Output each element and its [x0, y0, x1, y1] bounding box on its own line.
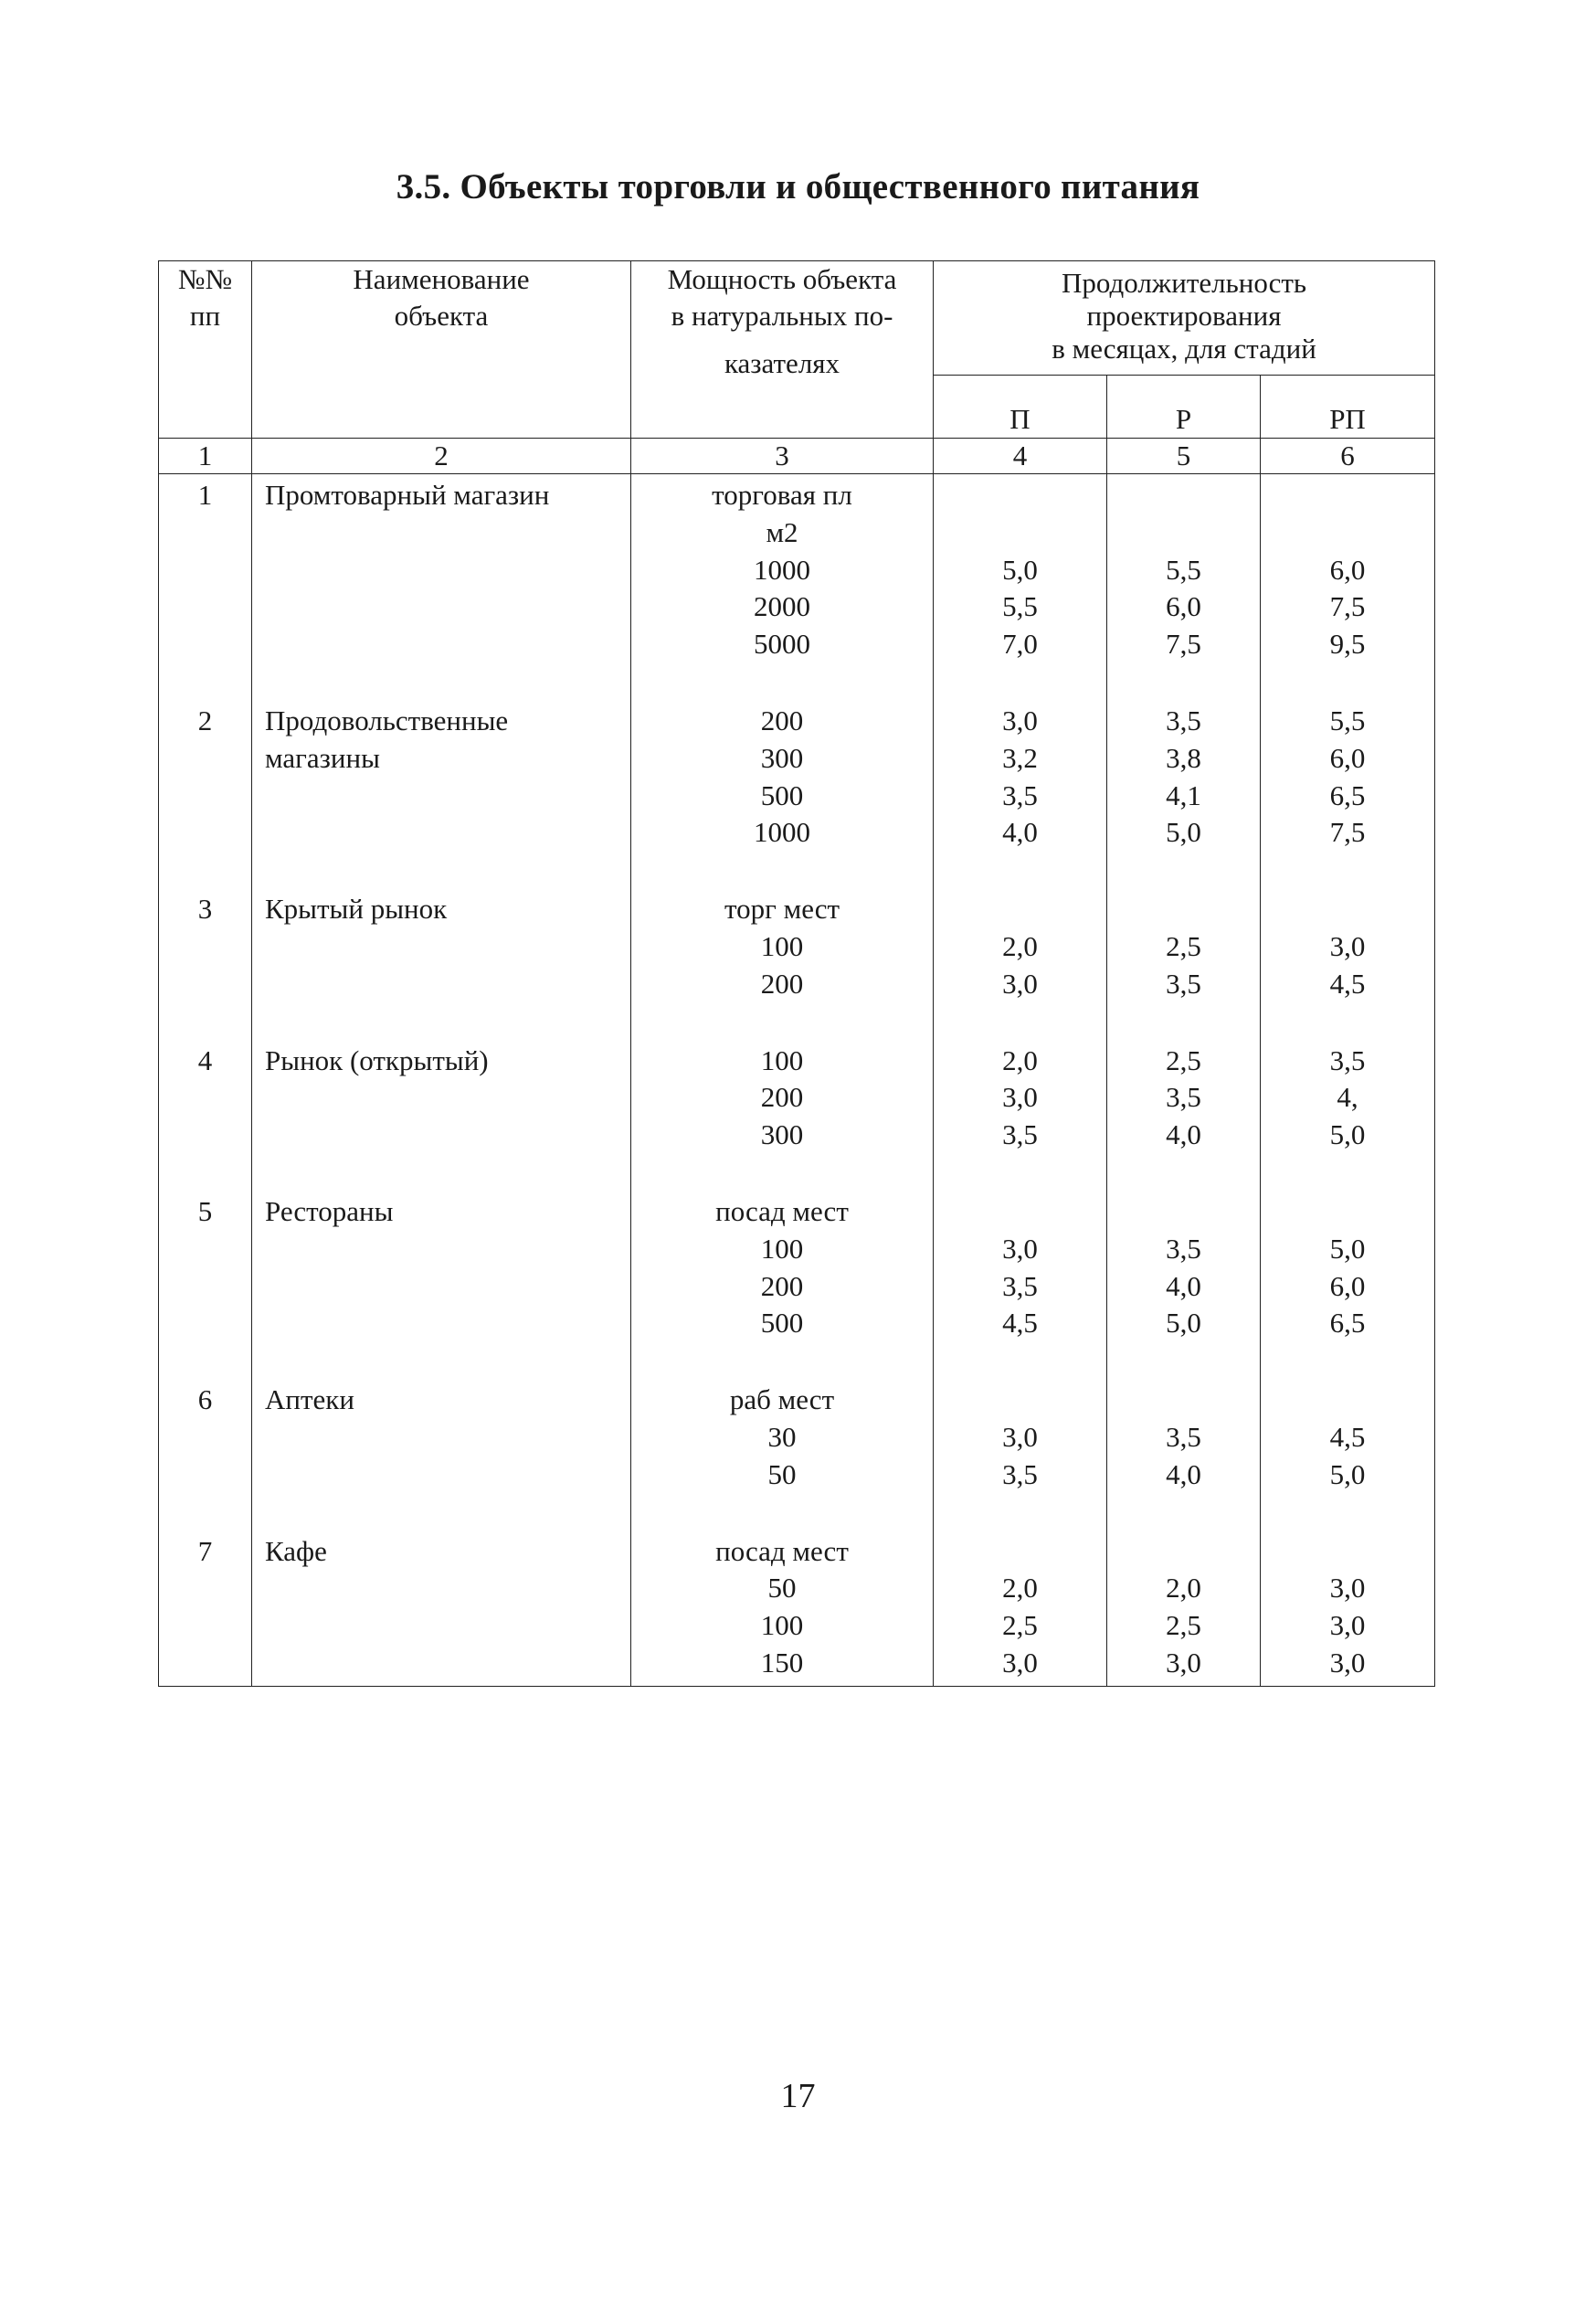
duration-value-r: 4,0 [1166, 1118, 1201, 1151]
table-row [159, 700, 1435, 888]
stage-p-cell [934, 1379, 1107, 1530]
header-duration-line: проектирования [1086, 300, 1282, 332]
table-row [159, 1379, 1435, 1530]
stage-p-cell [934, 1040, 1107, 1191]
object-name: Рынок (открытый) [265, 1043, 489, 1076]
object-number-cell [159, 1531, 252, 1687]
stage-r-cell [1107, 700, 1261, 888]
duration-value-rp: 6,5 [1329, 1307, 1366, 1340]
capacity-value: 100 [760, 1043, 804, 1076]
duration-value-r: 2,0 [1166, 1572, 1201, 1605]
empty-line [1107, 514, 1260, 552]
capacity-value: 150 [760, 1646, 804, 1679]
empty-line [1107, 1193, 1260, 1231]
stage-p-cell [934, 1531, 1107, 1687]
empty-line [1107, 1382, 1260, 1419]
capacity-value: 200 [760, 704, 804, 736]
duration-value-r: 5,0 [1166, 816, 1201, 849]
stage-r-cell [1107, 1379, 1261, 1530]
duration-value-r: 3,8 [1166, 741, 1201, 774]
object-name-cell [252, 1040, 631, 1191]
table-row [159, 1191, 1435, 1379]
header-name-line: объекта [394, 300, 489, 332]
header-stage-rp: РП [1261, 376, 1435, 439]
object-group [159, 700, 1435, 888]
table-row [159, 1531, 1435, 1687]
duration-value-r: 2,5 [1166, 929, 1201, 962]
header-object-name [252, 261, 631, 439]
duration-value-p: 2,0 [1002, 1572, 1038, 1605]
stage-rp-cell [1261, 474, 1435, 700]
duration-value-rp: 9,5 [1329, 628, 1366, 661]
stage-r-cell [1107, 474, 1261, 700]
object-name-cell [252, 1379, 631, 1530]
duration-value-rp: 5,0 [1329, 1457, 1366, 1490]
object-name-cell [252, 888, 631, 1039]
capacity-value: 30 [767, 1420, 797, 1453]
object-number-cell [159, 1379, 252, 1530]
duration-value-p: 3,0 [1002, 967, 1038, 1000]
empty-line [934, 891, 1106, 928]
header-stage-r: Р [1107, 376, 1261, 439]
object-name: Продовольственные [265, 704, 509, 736]
duration-value-p: 3,0 [1002, 1420, 1038, 1453]
duration-value-rp: 3,0 [1329, 1609, 1366, 1642]
object-number-cell [159, 1040, 252, 1191]
object-number: 3 [197, 893, 213, 926]
page-number: 17 [780, 2077, 816, 2115]
duration-value-p: 3,5 [1002, 1457, 1038, 1490]
object-number: 6 [197, 1383, 213, 1416]
object-group [159, 1531, 1435, 1687]
object-number: 5 [197, 1194, 213, 1227]
duration-value-r: 5,5 [1166, 553, 1201, 586]
stage-rp-cell [1261, 1191, 1435, 1379]
empty-line [1261, 891, 1434, 928]
empty-line [1107, 477, 1260, 514]
duration-value-rp: 3,5 [1329, 1043, 1366, 1076]
duration-value-rp: 7,5 [1329, 816, 1366, 849]
capacity-unit: посад мест [715, 1194, 849, 1227]
duration-value-rp: 6,0 [1329, 553, 1366, 586]
capacity-value: 500 [760, 778, 804, 811]
capacity-cell [631, 700, 934, 888]
duration-value-rp: 3,0 [1329, 929, 1366, 962]
duration-value-rp: 6,0 [1329, 1269, 1366, 1302]
capacity-value: 100 [760, 1609, 804, 1642]
table-row [159, 474, 1435, 700]
duration-value-r: 3,5 [1166, 1081, 1201, 1114]
duration-value-p: 3,5 [1002, 778, 1038, 811]
capacity-value: 300 [760, 1118, 804, 1151]
object-name-cell [252, 700, 631, 888]
object-number: 1 [197, 479, 213, 511]
header-capacity-line: Мощность объекта [667, 263, 897, 295]
duration-value-rp: 6,5 [1329, 778, 1366, 811]
duration-value-rp: 4,5 [1329, 1420, 1366, 1453]
header-duration-line: в месяцах, для стадий [1052, 333, 1316, 365]
stage-p-cell [934, 888, 1107, 1039]
duration-value-p: 3,0 [1002, 704, 1038, 736]
capacity-cell [631, 474, 934, 700]
header-capacity [631, 261, 934, 439]
header-duration [934, 261, 1435, 376]
duration-value-p: 3,0 [1002, 1232, 1038, 1265]
table-row [159, 1040, 1435, 1191]
object-name: Крытый рынок [265, 893, 448, 926]
duration-value-p: 4,5 [1002, 1307, 1038, 1340]
duration-value-p: 2,0 [1002, 929, 1038, 962]
stage-rp-cell [1261, 1040, 1435, 1191]
column-number: 5 [1107, 439, 1261, 474]
duration-value-p: 4,0 [1002, 816, 1038, 849]
empty-line [1261, 514, 1434, 552]
object-number: 2 [197, 704, 213, 736]
page-title: 3.5. Объекты торговли и общественного питания [396, 167, 1200, 207]
duration-value-rp: 3,0 [1329, 1646, 1366, 1679]
object-name: Кафе [265, 1534, 327, 1567]
object-name: Промтоварный магазин [265, 479, 550, 511]
duration-value-rp: 5,0 [1329, 1232, 1366, 1265]
duration-value-r: 7,5 [1166, 628, 1201, 661]
empty-line [934, 1382, 1106, 1419]
duration-value-p: 2,5 [1002, 1609, 1038, 1642]
duration-value-rp: 5,5 [1329, 704, 1366, 736]
header-number-line: пп [189, 300, 221, 332]
column-number: 4 [934, 439, 1107, 474]
empty-line [1261, 477, 1434, 514]
empty-line [1261, 1193, 1434, 1231]
duration-value-rp: 4,5 [1329, 967, 1366, 1000]
table-header [159, 261, 1435, 439]
object-name-cell [252, 1191, 631, 1379]
duration-value-p: 3,5 [1002, 1118, 1038, 1151]
empty-line [934, 1193, 1106, 1231]
duration-value-p: 3,5 [1002, 1269, 1038, 1302]
capacity-value: 50 [767, 1457, 797, 1490]
stage-p-cell [934, 1191, 1107, 1379]
capacity-unit: торг мест [724, 893, 840, 926]
stage-r-cell [1107, 1040, 1261, 1191]
duration-value-p: 7,0 [1002, 628, 1038, 661]
capacity-value: 200 [760, 1269, 804, 1302]
duration-value-rp: 7,5 [1329, 590, 1366, 623]
capacity-unit: торговая пл [712, 479, 852, 511]
stage-rp-cell [1261, 1531, 1435, 1687]
header-stage-p: П [934, 376, 1107, 439]
capacity-unit: посад мест [715, 1534, 849, 1567]
table-row [159, 888, 1435, 1039]
duration-value-r: 4,0 [1166, 1457, 1201, 1490]
capacity-value: 2000 [754, 590, 810, 623]
object-name: Рестораны [265, 1194, 394, 1227]
duration-value-r: 3,5 [1166, 967, 1201, 1000]
design-duration-table [158, 260, 1435, 1687]
duration-value-r: 3,5 [1166, 1420, 1201, 1453]
capacity-value: 100 [760, 1232, 804, 1265]
capacity-value: 1000 [754, 553, 810, 586]
duration-value-p: 3,2 [1002, 741, 1038, 774]
column-number: 6 [1261, 439, 1435, 474]
object-name-cell [252, 1531, 631, 1687]
capacity-value: 1000 [754, 816, 810, 849]
object-name-cell [252, 474, 631, 700]
capacity-value: 300 [760, 741, 804, 774]
capacity-value: 200 [760, 967, 804, 1000]
capacity-value: 50 [767, 1572, 797, 1605]
duration-value-r: 4,1 [1166, 778, 1201, 811]
object-group [159, 1191, 1435, 1379]
capacity-cell [631, 1191, 934, 1379]
capacity-cell [631, 1379, 934, 1530]
object-group [159, 474, 1435, 700]
stage-p-cell [934, 700, 1107, 888]
capacity-value: 100 [760, 929, 804, 962]
capacity-value: 200 [760, 1081, 804, 1114]
stage-rp-cell [1261, 888, 1435, 1039]
duration-value-r: 6,0 [1166, 590, 1201, 623]
object-group [159, 1379, 1435, 1530]
capacity-value: 5000 [754, 628, 810, 661]
header-capacity-line: казателях [724, 347, 840, 379]
duration-value-rp: 3,0 [1329, 1572, 1366, 1605]
header-duration-line: Продолжительность [1061, 267, 1307, 299]
empty-line [934, 514, 1106, 552]
column-number: 3 [631, 439, 934, 474]
duration-value-rp: 4, [1337, 1081, 1358, 1114]
object-number-cell [159, 1191, 252, 1379]
column-number: 2 [252, 439, 631, 474]
duration-value-p: 3,0 [1002, 1646, 1038, 1679]
capacity-value: 500 [760, 1307, 804, 1340]
header-capacity-line: в натуральных по- [671, 300, 893, 332]
stage-p-cell [934, 474, 1107, 700]
duration-value-p: 2,0 [1002, 1043, 1038, 1076]
duration-value-r: 3,0 [1166, 1646, 1201, 1679]
duration-value-r: 3,5 [1166, 704, 1201, 736]
object-number-cell [159, 474, 252, 700]
stage-rp-cell [1261, 1379, 1435, 1530]
object-number: 7 [197, 1534, 213, 1567]
object-name: магазины [265, 741, 380, 774]
duration-value-p: 5,5 [1002, 590, 1038, 623]
duration-value-p: 5,0 [1002, 553, 1038, 586]
column-number-row [159, 439, 1435, 474]
stage-r-cell [1107, 888, 1261, 1039]
stage-rp-cell [1261, 700, 1435, 888]
duration-value-r: 2,5 [1166, 1043, 1201, 1076]
header-number [159, 261, 252, 439]
empty-line [1107, 891, 1260, 928]
object-group [159, 1040, 1435, 1191]
empty-line [934, 1533, 1106, 1571]
object-number-cell [159, 700, 252, 888]
header-number-line: №№ [177, 263, 233, 295]
object-group [159, 888, 1435, 1039]
capacity-cell [631, 888, 934, 1039]
capacity-cell [631, 1531, 934, 1687]
empty-line [1261, 1382, 1434, 1419]
stage-r-cell [1107, 1191, 1261, 1379]
table-row [159, 439, 1435, 474]
duration-value-rp: 5,0 [1329, 1118, 1366, 1151]
empty-line [934, 477, 1106, 514]
duration-value-r: 5,0 [1166, 1307, 1201, 1340]
duration-value-rp: 6,0 [1329, 741, 1366, 774]
empty-line [1107, 1533, 1260, 1571]
empty-line [1261, 1533, 1434, 1571]
duration-value-r: 3,5 [1166, 1232, 1201, 1265]
object-number-cell [159, 888, 252, 1039]
capacity-cell [631, 1040, 934, 1191]
duration-value-r: 4,0 [1166, 1269, 1201, 1302]
capacity-unit: раб мест [729, 1383, 835, 1416]
object-name: Аптеки [265, 1383, 354, 1416]
stage-r-cell [1107, 1531, 1261, 1687]
column-number: 1 [159, 439, 252, 474]
duration-value-r: 2,5 [1166, 1609, 1201, 1642]
duration-value-p: 3,0 [1002, 1081, 1038, 1114]
header-name-line: Наименование [353, 263, 530, 295]
capacity-unit: м2 [766, 515, 798, 548]
object-number: 4 [197, 1043, 213, 1076]
